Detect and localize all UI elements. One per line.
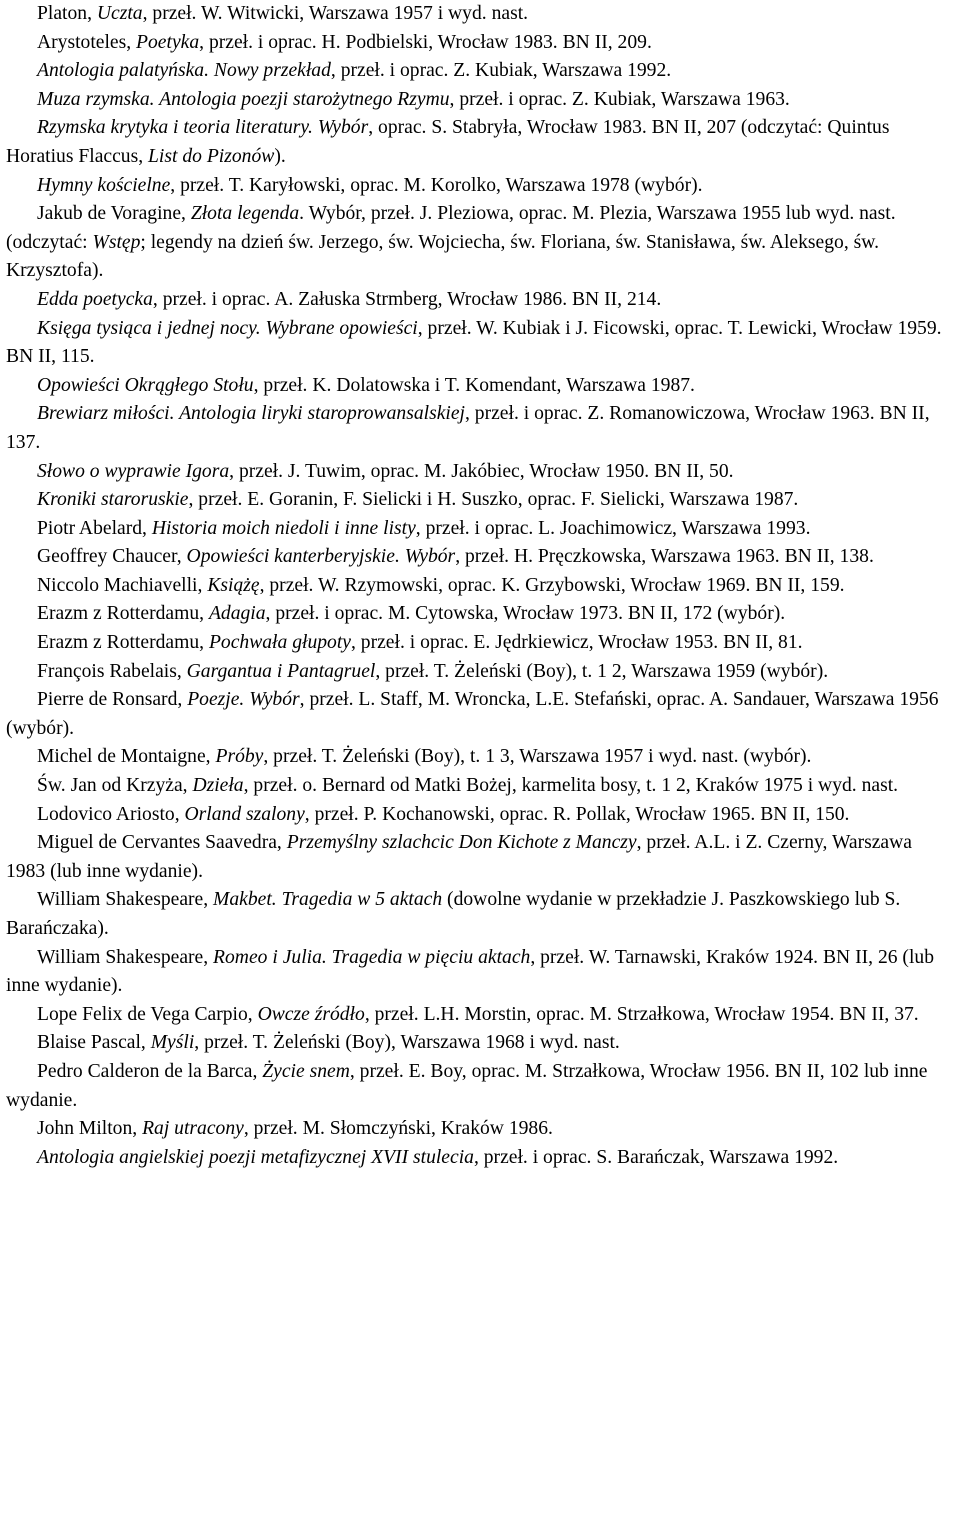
bibliography-entry <box>6 543 954 572</box>
entry-text: ; legendy na dzień św. Jerzego, św. Wojciecha, św. Floriana, św. Stanisława, św. Aleksego, św. Krzysztofa). <box>6 231 880 282</box>
bibliography-entry <box>6 1058 954 1115</box>
entry-text: , oprac. S. Stabryła, Wrocław 1983. BN II, 207 (odczytać: Quintus Horatius Flaccus, <box>6 117 890 167</box>
entry-text: Blaise Pascal, <box>37 1032 151 1054</box>
entry-text: , przeł. i oprac. H. Podbielski, Wrocław 1983. BN II, 209. <box>199 31 652 53</box>
entry-title-italic: Wstęp <box>92 231 141 253</box>
bibliography-entry <box>6 1144 954 1173</box>
bibliography-entry <box>6 486 954 515</box>
bibliography-entry <box>6 1001 954 1030</box>
entry-text: (dowolne wydanie w przekładzie J. Paszkowskiego lub S. Barańczaka). <box>6 889 901 939</box>
bibliography-entry <box>6 372 954 401</box>
entry-title-italic: Książę <box>207 574 260 596</box>
bibliography-entry <box>6 86 954 115</box>
bibliography-entry <box>6 29 954 58</box>
entry-text: Jakub de Voragine, <box>37 203 191 225</box>
bibliography-entry <box>6 200 954 286</box>
entry-text: , przeł. i oprac. Z. Kubiak, Warszawa 1992. <box>330 60 672 82</box>
entry-title-italic: Poetyka <box>136 31 200 53</box>
entry-title-italic: Próby <box>215 746 264 768</box>
entry-text: , przeł. i oprac. M. Cytowska, Wrocław 1973. BN II, 172 (wybór). <box>265 603 786 625</box>
entry-title-italic: Życie snem <box>262 1060 350 1082</box>
entry-title-italic: Raj utracony <box>142 1118 244 1140</box>
entry-text: , przeł. i oprac. S. Barańczak, Warszawa 1992. <box>473 1146 839 1168</box>
entry-text: Erazm z Rotterdamu, <box>37 603 209 625</box>
entry-text: , przeł. E. Goranin, F. Sielicki i H. Suszko, oprac. F. Sielicki, Warszawa 1987. <box>188 489 799 511</box>
entry-text: Platon, <box>37 3 97 24</box>
bibliography-entry <box>6 686 954 743</box>
entry-text: ). <box>274 145 286 167</box>
entry-title-italic: Rzymska krytyka i teoria literatury. Wybór <box>37 117 369 139</box>
entry-text: Pedro Calderon de la Barca, <box>37 1060 263 1082</box>
bibliography-entry <box>6 0 954 29</box>
bibliography-entry <box>6 400 954 457</box>
entry-title-italic: Romeo i Julia. Tragedia w pięciu aktach <box>213 946 531 968</box>
entry-title-italic: Słowo o wyprawie Igora <box>37 460 230 482</box>
entry-text: , przeł. T. Żeleński (Boy), t. 1 3, Warszawa 1957 i wyd. nast. (wybór). <box>263 746 812 768</box>
entry-title-italic: Opowieści Okrągłego Stołu <box>37 374 254 396</box>
entry-text: Niccolo Machiavelli, <box>37 574 208 596</box>
entry-text: François Rabelais, <box>37 660 187 682</box>
bibliography-entry <box>6 658 954 687</box>
entry-text: , przeł. T. Żeleński (Boy), t. 1 2, Warszawa 1959 (wybór). <box>375 660 829 682</box>
entry-text: Piotr Abelard, <box>37 517 152 539</box>
entry-text: , przeł. i oprac. Z. Kubiak, Warszawa 1963. <box>449 88 790 110</box>
entry-title-italic: Owcze źródło <box>257 1003 365 1025</box>
entry-text: Lope Felix de Vega Carpio, <box>37 1003 258 1025</box>
bibliography-entry <box>6 286 954 315</box>
entry-text: , przeł. W. Witwicki, Warszawa 1957 i wyd. nast. <box>142 3 529 24</box>
entry-title-italic: Brewiarz miłości. Antologia liryki staroprowansalskiej <box>37 403 465 425</box>
bibliography-entry <box>6 172 954 201</box>
entry-title-italic: List do Pizonów <box>148 145 275 167</box>
entry-title-italic: Księga tysiąca i jednej nocy. Wybrane opowieści <box>37 317 418 339</box>
entry-text: , przeł. T. Karyłowski, oprac. M. Korolko, Warszawa 1978 (wybór). <box>170 174 703 196</box>
entry-title-italic: Dzieła <box>192 775 244 797</box>
entry-text: William Shakespeare, <box>37 946 214 968</box>
bibliography-entry <box>6 315 954 372</box>
entry-title-italic: Kroniki staroruskie <box>37 489 189 511</box>
entry-text: , przeł. L.H. Morstin, oprac. M. Strzałkowa, Wrocław 1954. BN II, 37. <box>364 1003 919 1025</box>
entry-title-italic: Muza rzymska. Antologia poezji starożytnego Rzymu <box>37 88 450 110</box>
entry-title-italic: Gargantua i Pantagruel <box>186 660 376 682</box>
bibliography-entry <box>6 801 954 830</box>
bibliography-entry <box>6 743 954 772</box>
entry-title-italic: Pochwała głupoty <box>208 632 351 654</box>
entry-text: , przeł. E. Boy, oprac. M. Strzałkowa, Wrocław 1956. BN II, 102 lub inne wydanie. <box>6 1060 928 1111</box>
entry-text: Arystoteles, <box>37 31 137 53</box>
bibliography-entry <box>6 114 954 171</box>
entry-text: Pierre de Ronsard, <box>37 689 188 711</box>
entry-text: , przeł. i oprac. L. Joachimowicz, Warszawa 1993. <box>415 517 811 539</box>
entry-text: William Shakespeare, <box>37 889 214 911</box>
bibliography-entry <box>6 886 954 943</box>
entry-text: . Wybór, przeł. J. Pleziowa, oprac. M. Plezia, Warszawa 1955 lub wyd. nast. (odczytać: <box>6 203 896 253</box>
entry-text: Erazm z Rotterdamu, <box>37 632 209 654</box>
entry-text: , przeł. T. Żeleński (Boy), Warszawa 1968 i wyd. nast. <box>194 1032 620 1054</box>
bibliography-entry <box>6 458 954 487</box>
bibliography-entry <box>6 515 954 544</box>
entry-text: , przeł. W. Tarnawski, Kraków 1924. BN II, 26 (lub inne wydanie). <box>6 946 934 997</box>
bibliography-entry <box>6 629 954 658</box>
bibliography-entry <box>6 57 954 86</box>
entry-title-italic: Uczta <box>96 3 143 24</box>
bibliography-entry <box>6 1029 954 1058</box>
entry-title-italic: Edda poetycka <box>37 288 153 310</box>
entry-text: Św. Jan od Krzyża, <box>37 775 193 797</box>
entry-title-italic: Historia moich niedoli i inne listy <box>151 517 416 539</box>
entry-title-italic: Poezje. Wybór <box>187 689 300 711</box>
entry-text: , przeł. i oprac. Z. Romanowiczowa, Wrocław 1963. BN II, 137. <box>6 403 930 453</box>
entry-text: , przeł. K. Dolatowska i T. Komendant, Warszawa 1987. <box>253 374 695 396</box>
bibliography-entry <box>6 944 954 1001</box>
entry-text: Miguel de Cervantes Saavedra, <box>37 832 287 854</box>
entry-text: Michel de Montaigne, <box>37 746 216 768</box>
entry-text: , przeł. o. Bernard od Matki Bożej, karmelita bosy, t. 1 2, Kraków 1975 i wyd. nast. <box>243 775 899 797</box>
entry-text: , przeł. W. Kubiak i J. Ficowski, oprac. T. Lewicki, Wrocław 1959. BN II, 115. <box>6 317 942 368</box>
bibliography-entry <box>6 829 954 886</box>
entry-text: , przeł. M. Słomczyński, Kraków 1986. <box>243 1118 553 1140</box>
bibliography-list <box>6 0 954 1172</box>
entry-text: , przeł. i oprac. A. Załuska Strmberg, Wrocław 1986. BN II, 214. <box>152 288 662 310</box>
entry-title-italic: Orland szalony <box>184 803 305 825</box>
entry-title-italic: Myśli <box>150 1032 195 1054</box>
entry-text: , przeł. W. Rzymowski, oprac. K. Grzybowski, Wrocław 1969. BN II, 159. <box>259 574 845 596</box>
entry-text: , przeł. P. Kochanowski, oprac. R. Pollak, Wrocław 1965. BN II, 150. <box>304 803 850 825</box>
entry-title-italic: Przemyślny szlachcic Don Kichote z Manczy <box>286 832 637 854</box>
entry-text: Lodovico Ariosto, <box>37 803 185 825</box>
entry-title-italic: Antologia palatyńska. Nowy przekład <box>37 60 331 82</box>
entry-text: Geoffrey Chaucer, <box>37 546 187 568</box>
entry-text: , przeł. L. Staff, M. Wroncka, L.E. Stefański, oprac. A. Sandauer, Warszawa 1956 (wybór). <box>6 689 939 739</box>
bibliography-entry <box>6 600 954 629</box>
entry-title-italic: Hymny kościelne <box>37 174 171 196</box>
entry-text: , przeł. H. Pręczkowska, Warszawa 1963. BN II, 138. <box>455 546 874 568</box>
bibliography-entry <box>6 572 954 601</box>
entry-title-italic: Antologia angielskiej poezji metafizycznej XVII stulecia <box>37 1146 474 1168</box>
bibliography-entry <box>6 1115 954 1144</box>
entry-title-italic: Złota legenda <box>190 203 300 225</box>
entry-text: , przeł. i oprac. E. Jędrkiewicz, Wrocław 1953. BN II, 81. <box>350 632 803 654</box>
entry-text: , przeł. A.L. i Z. Czerny, Warszawa 1983 (lub inne wydanie). <box>6 832 912 882</box>
entry-title-italic: Makbet. Tragedia w 5 aktach <box>213 889 443 911</box>
entry-text: , przeł. J. Tuwim, oprac. M. Jakóbiec, Wrocław 1950. BN II, 50. <box>229 460 734 482</box>
entry-title-italic: Opowieści kanterberyjskie. Wybór <box>186 546 456 568</box>
bibliography-entry <box>6 772 954 801</box>
entry-title-italic: Adagia <box>208 603 266 625</box>
entry-text: John Milton, <box>37 1118 143 1140</box>
